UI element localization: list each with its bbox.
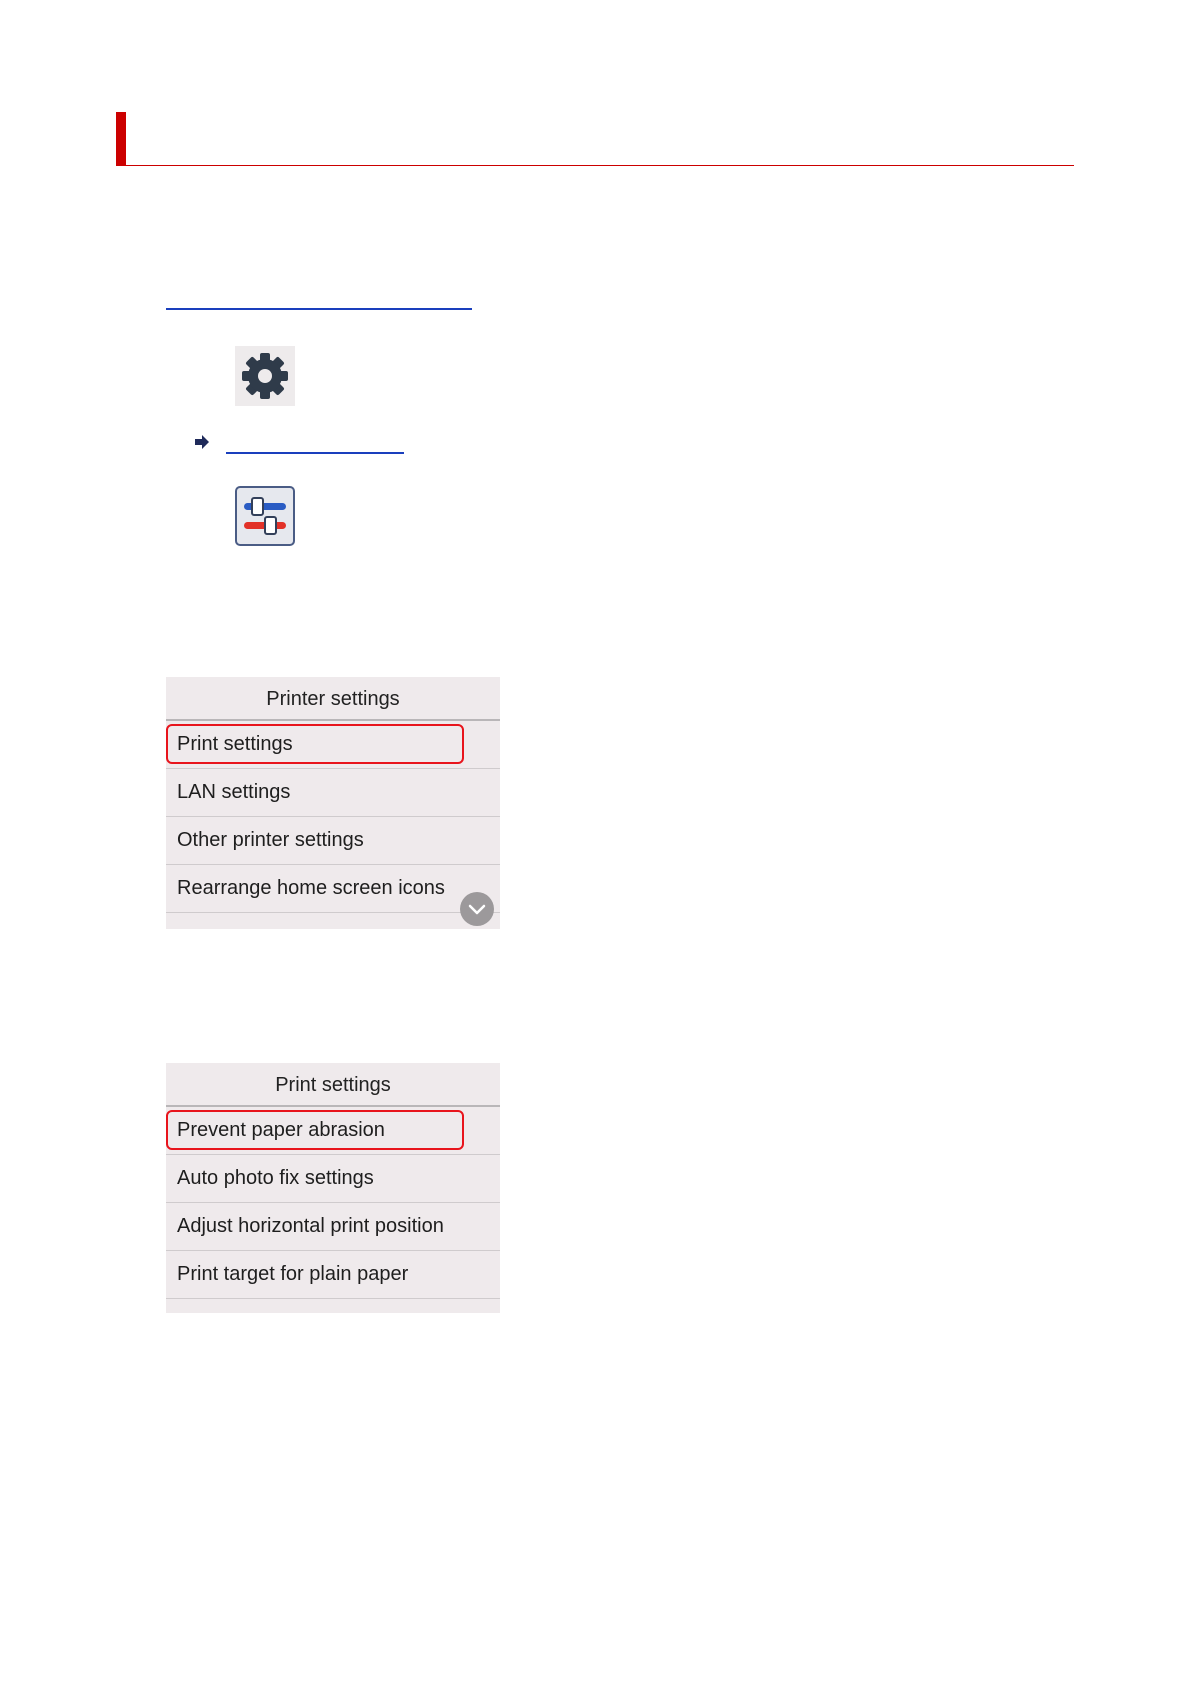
- sliders-icon: [235, 486, 295, 546]
- link-underline[interactable]: [166, 308, 472, 310]
- gear-icon: [235, 346, 295, 406]
- menu-item-adjust-horizontal-print-position[interactable]: Adjust horizontal print position: [166, 1203, 500, 1251]
- panel-title: Printer settings: [166, 677, 500, 721]
- panel-title: Print settings: [166, 1063, 500, 1107]
- menu-item-rearrange-home-screen-icons[interactable]: Rearrange home screen icons: [166, 865, 500, 913]
- heading-accent-bar: [116, 112, 126, 166]
- scroll-down-button[interactable]: [460, 892, 494, 926]
- printer-settings-panel: [166, 677, 500, 929]
- menu-item-print-target-plain-paper[interactable]: Print target for plain paper: [166, 1251, 500, 1299]
- selection-highlight: [166, 724, 464, 764]
- selection-highlight: [166, 1110, 464, 1150]
- link-underline[interactable]: [226, 452, 404, 454]
- chevron-down-icon: [460, 892, 494, 926]
- print-settings-panel: [166, 1063, 500, 1313]
- menu-item-auto-photo-fix-settings[interactable]: Auto photo fix settings: [166, 1155, 500, 1203]
- menu-item-other-printer-settings[interactable]: Other printer settings: [166, 817, 500, 865]
- arrow-right-icon: [194, 434, 210, 450]
- menu-item-print-settings[interactable]: Print settings: [166, 721, 500, 769]
- menu-item-lan-settings[interactable]: LAN settings: [166, 769, 500, 817]
- heading-rule: [116, 165, 1074, 166]
- menu-item-prevent-paper-abrasion[interactable]: Prevent paper abrasion: [166, 1107, 500, 1155]
